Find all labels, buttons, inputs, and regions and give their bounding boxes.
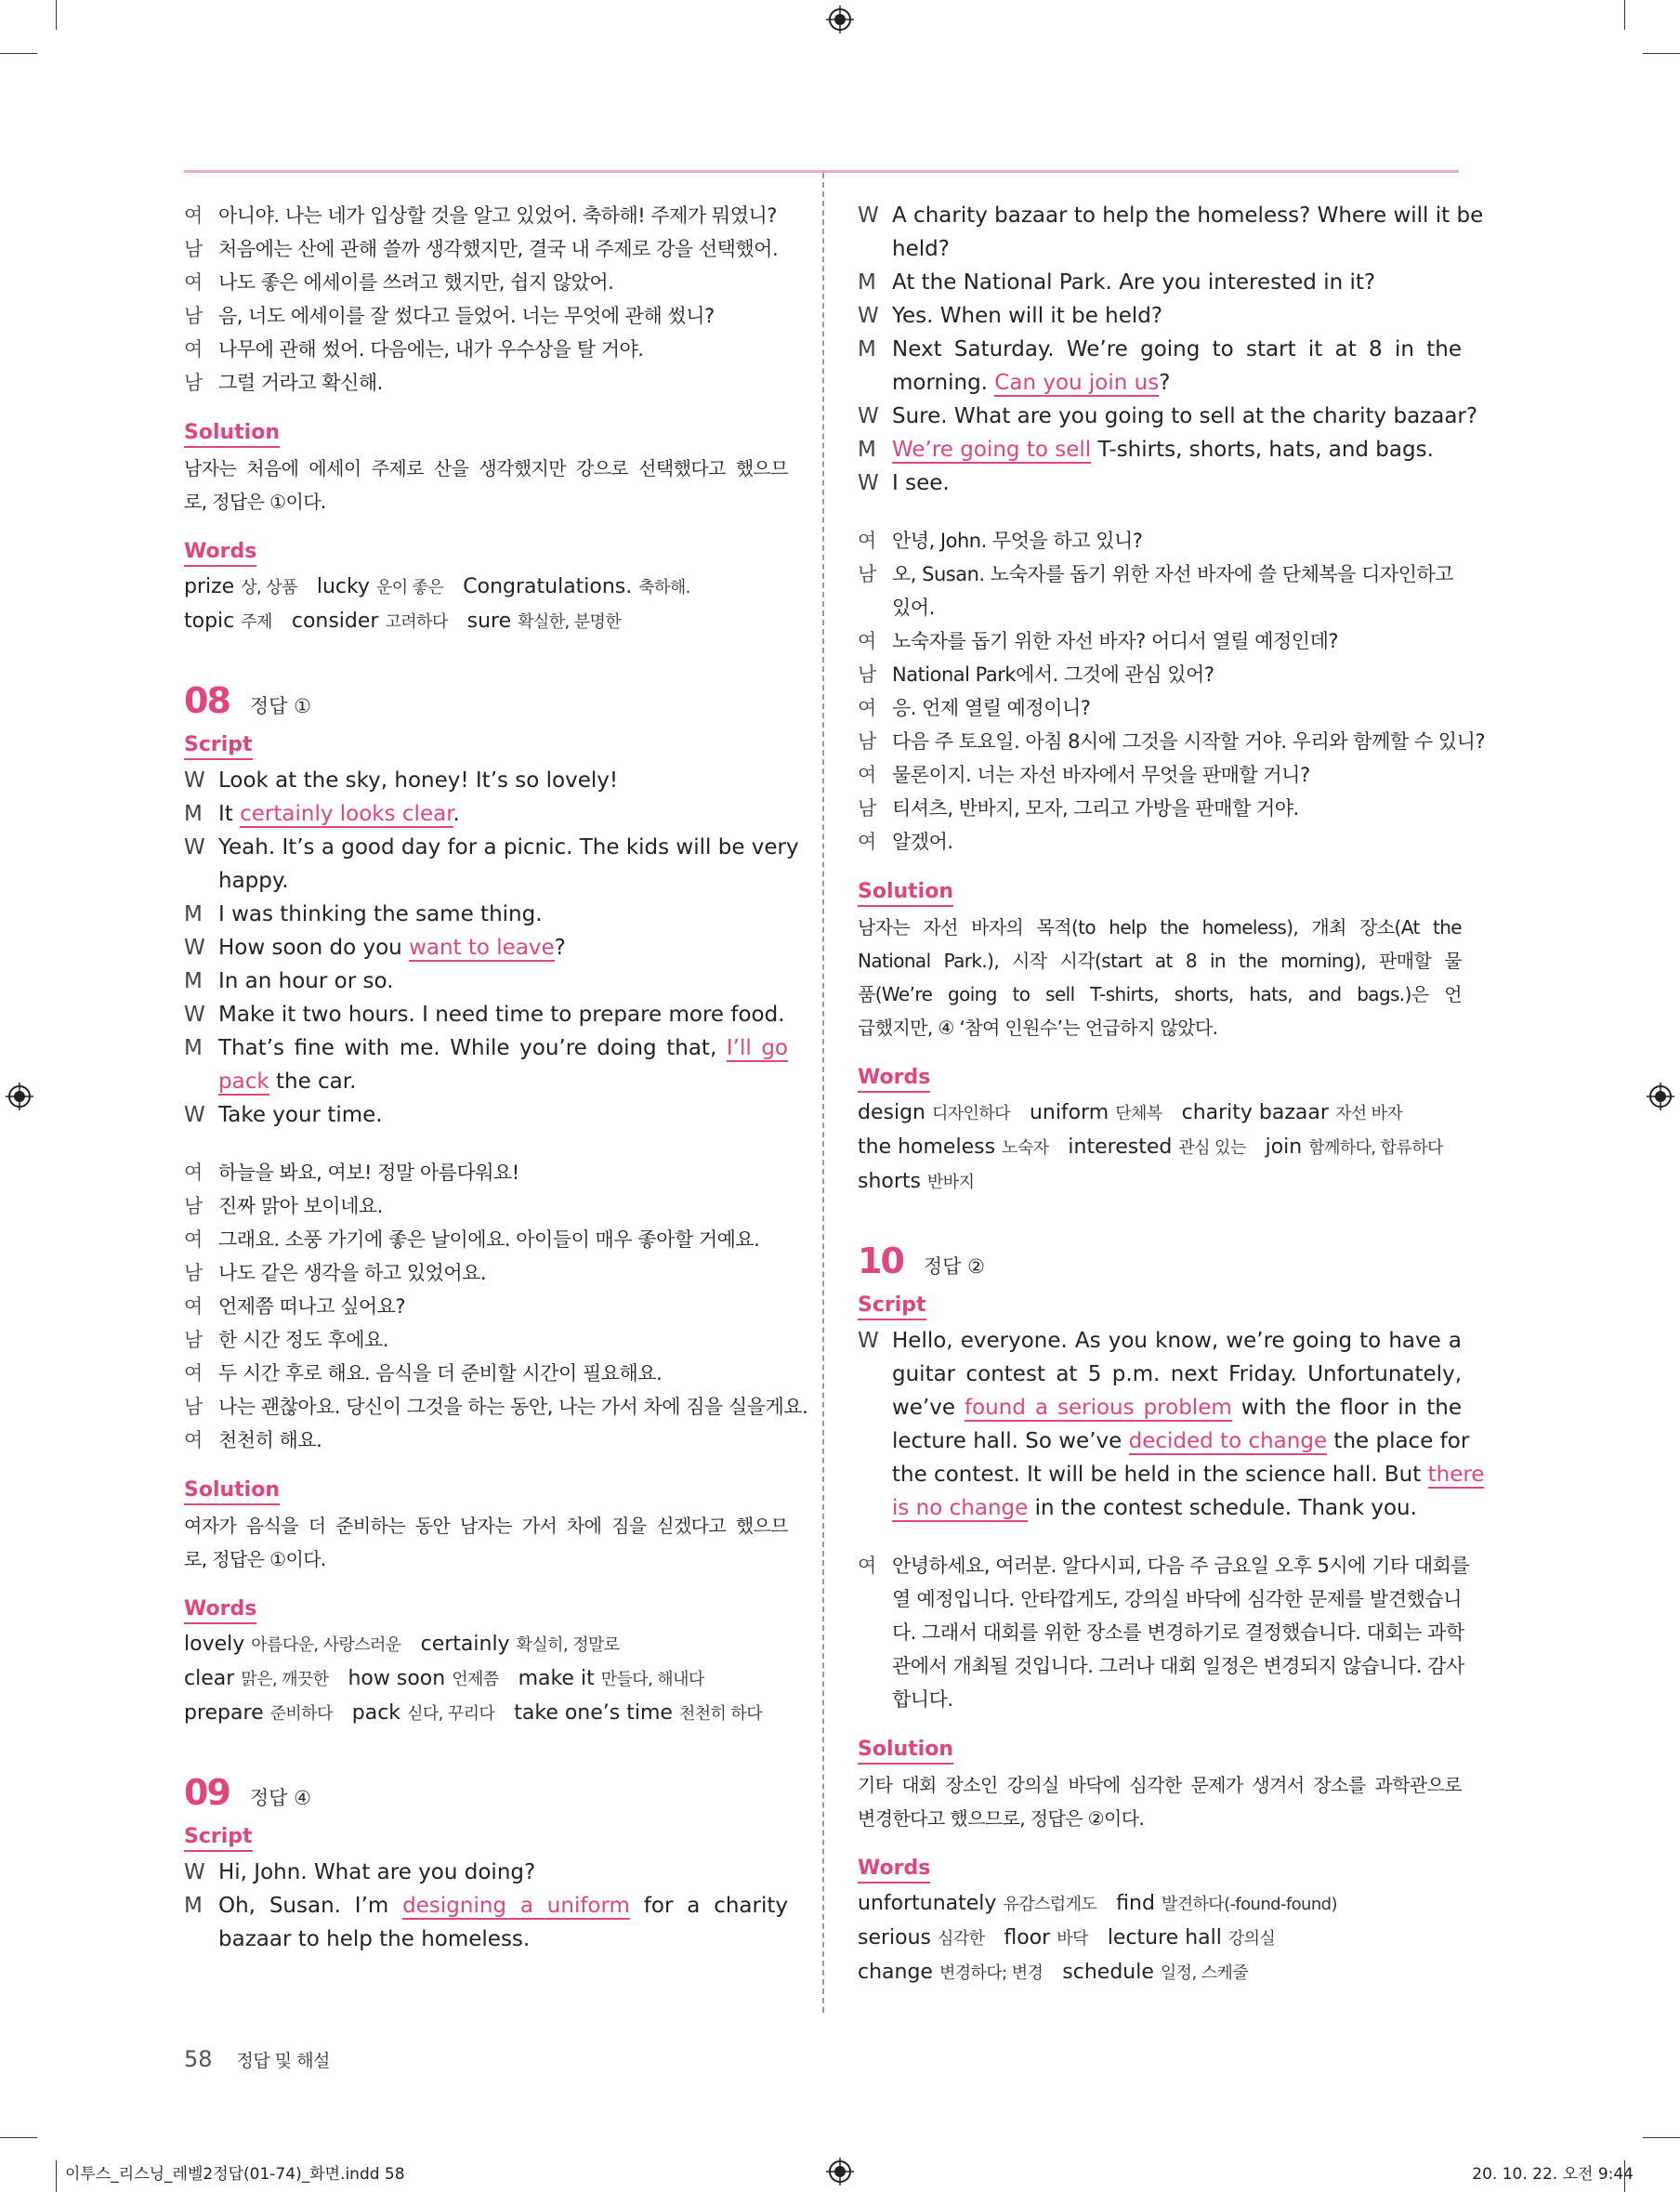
script-line: W Take your time. bbox=[184, 1103, 383, 1127]
dialogue-translation-10 bbox=[858, 1549, 1470, 1716]
words-row bbox=[858, 1922, 1462, 1956]
words-row bbox=[184, 571, 788, 605]
word-entry: Congratulations. 축하해. bbox=[463, 575, 690, 598]
script-line: W Yes. When will it be held? bbox=[858, 304, 1163, 328]
crop-mark bbox=[56, 2160, 57, 2192]
dialogue-line: 남 나는 괜찮아요. 당신이 그것을 하는 동안, 나는 가서 차에 짐을 실을게요. bbox=[184, 1396, 808, 1418]
crop-mark bbox=[0, 53, 37, 54]
dialogue-line: 여 두 시간 후로 해요. 음식을 더 준비할 시간이 필요해요. bbox=[184, 1362, 663, 1385]
word-entry: lovely 아름다운, 사랑스러운 bbox=[184, 1633, 401, 1656]
word-entry: uniform 단체복 bbox=[1029, 1101, 1162, 1124]
question-heading bbox=[184, 680, 788, 721]
dialogue-line: 남 오, Susan. 노숙자를 돕기 위한 자선 바자에 쓸 단체복을 디자인하고 bbox=[858, 563, 1454, 585]
dialogue-line: 남 처음에는 산에 관해 쓸까 생각했지만, 결국 내 주제로 강을 선택했어. bbox=[184, 238, 779, 260]
word-entry: lucky 운이 좋은 bbox=[316, 575, 444, 598]
words-label: Words bbox=[184, 539, 256, 567]
highlighted-phrase: found a serious problem bbox=[965, 1396, 1232, 1420]
dialogue-line: 여 천천히 해요. bbox=[184, 1429, 322, 1451]
word-entry: make it 만들다, 해내다 bbox=[518, 1667, 704, 1690]
word-entry: pack 싣다, 꾸리다 bbox=[351, 1701, 495, 1725]
word-entry: prepare 준비하다 bbox=[184, 1701, 333, 1725]
word-entry: schedule 일정, 스케줄 bbox=[1062, 1961, 1249, 1984]
script-line: M At the National Park. Are you interested in it? bbox=[858, 270, 1376, 295]
script-line: pack the car. bbox=[218, 1070, 357, 1094]
script-label: Script bbox=[184, 1824, 253, 1852]
script-line: lecture hall. So we’ve decided to change the place for bbox=[892, 1429, 1470, 1453]
dialogue-line: 남 한 시간 정도 후에요. bbox=[184, 1329, 388, 1351]
words-label: Words bbox=[858, 1856, 930, 1884]
word-entry: find 발견하다(-found-found) bbox=[1116, 1892, 1337, 1915]
dialogue-line: 여 노숙자를 돕기 위한 자선 바자? 어디서 열릴 예정인데? bbox=[858, 630, 1339, 652]
page-title: 정답 및 해설 bbox=[236, 2051, 330, 2071]
script-line: W Sure. What are you going to sell at the charity bazaar? bbox=[858, 404, 1478, 428]
script-line: happy. bbox=[218, 869, 289, 893]
dialogue-translation-07 bbox=[184, 199, 788, 400]
dialogue-line: 여 응. 언제 열릴 예정이니? bbox=[858, 697, 1091, 719]
word-entry: change 변경하다; 변경 bbox=[858, 1961, 1043, 1984]
dialogue-line: 관에서 개최될 것입니다. 그러나 대회 일정은 변경되지 않습니다. 감사 bbox=[892, 1655, 1464, 1677]
script-line: M It certainly looks clear. bbox=[184, 802, 460, 826]
word-entry: take one’s time 천천히 하다 bbox=[514, 1701, 762, 1725]
dialogue-translation-09 bbox=[858, 524, 1486, 859]
words-row bbox=[184, 605, 788, 639]
script-line: bazaar to help the homeless. bbox=[218, 1927, 531, 1951]
solution-text: 여자가 음식을 더 준비하는 동안 남자는 가서 차에 짐을 싣겠다고 했으므 bbox=[184, 1515, 788, 1537]
word-entry: interested 관심 있는 bbox=[1068, 1135, 1246, 1159]
script-line: M Next Saturday. We’re going to start it at 8 in the bbox=[858, 337, 1462, 361]
script-line: W A charity bazaar to help the homeless? Where will it be bbox=[858, 203, 1484, 228]
script-line: guitar contest at 5 p.m. next Friday. Unfortunately, bbox=[892, 1362, 1462, 1386]
words-row bbox=[184, 1697, 788, 1731]
column-divider bbox=[822, 173, 824, 2013]
solution-text: National Park.), 시작 시각(start at 8 in the morning), 판매할 물 bbox=[858, 950, 1462, 972]
words-label: Words bbox=[184, 1596, 256, 1624]
page-number: 58 bbox=[184, 2046, 213, 2072]
script-line: M Oh, Susan. I’m designing a uniform for a charity bbox=[184, 1894, 788, 1918]
script-line: W I see. bbox=[858, 471, 950, 495]
word-entry: sure 확실한, 분명한 bbox=[466, 610, 622, 633]
script-line: is no change in the contest schedule. Thank you. bbox=[892, 1496, 1417, 1520]
words-row bbox=[184, 1662, 788, 1697]
word-entry: charity bazaar 자선 바자 bbox=[1181, 1101, 1403, 1124]
script-line: W Look at the sky, honey! It’s so lovely! bbox=[184, 768, 619, 793]
highlighted-phrase: pack bbox=[218, 1070, 269, 1094]
word-entry: consider 고려하다 bbox=[291, 610, 448, 633]
registration-mark-icon bbox=[6, 1083, 33, 1110]
solution-text: 로, 정답은 ①이다. bbox=[184, 491, 326, 513]
highlighted-phrase: there bbox=[1427, 1463, 1485, 1487]
dialogue-line: 여 그래요. 소풍 가기에 좋은 날이에요. 아이들이 매우 좋아할 거예요. bbox=[184, 1228, 760, 1251]
highlighted-phrase: I’ll go bbox=[726, 1036, 789, 1060]
answer-label: 정답 ① bbox=[249, 695, 311, 717]
registration-mark-icon bbox=[826, 2158, 854, 2185]
answer-label: 정답 ④ bbox=[249, 1787, 311, 1809]
highlighted-phrase: want to leave bbox=[409, 936, 555, 960]
registration-mark-icon bbox=[826, 6, 854, 33]
solution-text: 기타 대회 장소인 강의실 바닥에 심각한 문제가 생겨서 장소를 과학관으로 bbox=[858, 1774, 1462, 1796]
word-entry: how soon 언제쯤 bbox=[348, 1667, 499, 1690]
dialogue-line: 남 음, 너도 에세이를 잘 썼다고 들었어. 너는 무엇에 관해 썼니? bbox=[184, 305, 715, 327]
dialogue-line: 남 National Park에서. 그것에 관심 있어? bbox=[858, 663, 1214, 686]
script-line: W How soon do you want to leave? bbox=[184, 936, 566, 960]
word-entry: floor 바닥 bbox=[1004, 1926, 1088, 1949]
word-entry: prize 상, 상품 bbox=[184, 575, 297, 598]
words-label: Words bbox=[858, 1065, 930, 1093]
question-number: 09 bbox=[184, 1772, 230, 1813]
word-entry: join 함께하다, 합류하다 bbox=[1265, 1135, 1443, 1159]
highlighted-phrase: certainly looks clear bbox=[240, 802, 453, 826]
dialogue-line: 남 진짜 맑아 보이네요. bbox=[184, 1195, 383, 1217]
print-slug-datetime: 20. 10. 22. 오전 9:44 bbox=[1472, 2165, 1634, 2184]
word-entry: certainly 확실히, 정말로 bbox=[420, 1633, 620, 1656]
crop-mark bbox=[1643, 2137, 1680, 2138]
script-line: W Hello, everyone. As you know, we’re going to have a bbox=[858, 1329, 1462, 1353]
word-entry: unfortunately 유감스럽게도 bbox=[858, 1892, 1097, 1915]
solution-text: 로, 정답은 ①이다. bbox=[184, 1548, 326, 1570]
crop-mark bbox=[0, 2137, 37, 2138]
word-entry: topic 주제 bbox=[184, 610, 272, 633]
script-line: W Hi, John. What are you doing? bbox=[184, 1860, 536, 1884]
script-label: Script bbox=[184, 732, 253, 760]
dialogue-line: 여 아니야. 나는 네가 입상할 것을 알고 있었어. 축하해! 주제가 뭐였니? bbox=[184, 204, 777, 227]
solution-text: 남자는 자선 바자의 목적(to help the homeless), 개최 장소(At the bbox=[858, 916, 1462, 938]
words-row bbox=[858, 1096, 1462, 1131]
words-row bbox=[858, 1131, 1462, 1165]
dialogue-line: 여 물론이지. 너는 자선 바자에서 무엇을 판매할 거니? bbox=[858, 764, 1310, 786]
script-line: M That’s fine with me. While you’re doing that, I’ll go bbox=[184, 1036, 789, 1060]
answer-label: 정답 ② bbox=[923, 1255, 985, 1278]
dialogue-line: 있어. bbox=[892, 597, 935, 619]
solution-text: 품(We’re going to sell T-shirts, shorts, hats, and bags.)은 언 bbox=[858, 983, 1462, 1005]
highlighted-phrase: designing a uniform bbox=[402, 1894, 630, 1918]
word-entry: design 디자인하다 bbox=[858, 1101, 1010, 1124]
script-line: M I was thinking the same thing. bbox=[184, 902, 543, 926]
highlighted-phrase: We’re going to sell bbox=[892, 438, 1092, 462]
dialogue-line: 여 하늘을 봐요, 여보! 정말 아름다워요! bbox=[184, 1162, 519, 1184]
script-line: M We’re going to sell T-shirts, shorts, hats, and bags. bbox=[858, 438, 1434, 462]
words-row bbox=[858, 1887, 1462, 1922]
word-entry: clear 맑은, 깨끗한 bbox=[184, 1667, 329, 1690]
script-line: W Yeah. It’s a good day for a picnic. The kids will be very bbox=[184, 835, 799, 860]
word-entry: shorts 반바지 bbox=[858, 1170, 975, 1193]
words-row bbox=[858, 1956, 1462, 1990]
word-entry: serious 심각한 bbox=[858, 1926, 985, 1949]
highlighted-phrase: decided to change bbox=[1128, 1429, 1328, 1453]
question-number: 08 bbox=[184, 680, 230, 721]
dialogue-line: 여 언제쯤 떠나고 싶어요? bbox=[184, 1295, 406, 1318]
word-entry: lecture hall 강의실 bbox=[1107, 1926, 1276, 1949]
script-label: Script bbox=[858, 1293, 926, 1320]
question-heading bbox=[858, 1240, 1462, 1281]
solution-label: Solution bbox=[858, 1737, 953, 1765]
script-line: held? bbox=[892, 237, 950, 261]
highlighted-phrase: Can you join us bbox=[994, 371, 1160, 395]
crop-mark bbox=[1643, 53, 1680, 54]
dialogue-line: 남 티셔츠, 반바지, 모자, 그리고 가방을 판매할 거야. bbox=[858, 797, 1299, 820]
crop-mark bbox=[1624, 0, 1625, 30]
script-line: W Make it two hours. I need time to prepare more food. bbox=[184, 1003, 785, 1027]
solution-label: Solution bbox=[184, 420, 280, 448]
script-line: the contest. It will be held in the science hall. But there bbox=[892, 1463, 1485, 1487]
script-line: M In an hour or so. bbox=[184, 969, 394, 993]
dialogue-line: 여 알겠어. bbox=[858, 831, 953, 853]
solution-text: 변경한다고 했으므로, 정답은 ②이다. bbox=[858, 1807, 1145, 1830]
dialogue-line: 합니다. bbox=[892, 1688, 953, 1711]
dialogue-line: 열 예정입니다. 안타깝게도, 강의실 바닥에 심각한 문제를 발견했습니 bbox=[892, 1588, 1462, 1610]
dialogue-line: 여 안녕, John. 무엇을 하고 있니? bbox=[858, 530, 1143, 552]
highlighted-phrase: is no change bbox=[892, 1496, 1029, 1520]
dialogue-translation-08 bbox=[184, 1156, 808, 1457]
dialogue-line: 다. 그래서 대회를 위한 장소를 변경하기로 결정했습니다. 대회는 과학 bbox=[892, 1621, 1464, 1644]
script-line: we’ve found a serious problem with the floor in the bbox=[892, 1396, 1462, 1420]
dialogue-line: 남 다음 주 토요일. 아침 8시에 그것을 시작할 거야. 우리와 함께할 수 있니? bbox=[858, 730, 1486, 753]
script-line: morning. Can you join us? bbox=[892, 371, 1171, 395]
solution-text: 급했지만, ④ ‘참여 인원수’는 언급하지 않았다. bbox=[858, 1017, 1218, 1039]
question-number: 10 bbox=[858, 1240, 903, 1281]
crop-mark bbox=[56, 0, 57, 30]
dialogue-line: 여 안녕하세요, 여러분. 알다시피, 다음 주 금요일 오후 5시에 기타 대회를 bbox=[858, 1555, 1470, 1577]
words-row bbox=[858, 1165, 1462, 1200]
left-column bbox=[184, 199, 808, 1956]
dialogue-line: 여 나도 좋은 에세이를 쓰려고 했지만, 쉽지 않았어. bbox=[184, 271, 614, 294]
question-heading bbox=[184, 1772, 788, 1813]
word-entry: the homeless 노숙자 bbox=[858, 1135, 1049, 1159]
dialogue-line: 남 나도 같은 생각을 하고 있었어요. bbox=[184, 1262, 487, 1284]
right-column bbox=[858, 199, 1486, 1990]
solution-label: Solution bbox=[858, 879, 953, 907]
solution-text: 남자는 처음에 에세이 주제로 산을 생각했지만 강으로 선택했다고 했으므 bbox=[184, 457, 788, 479]
words-row bbox=[184, 1628, 788, 1662]
page-footer bbox=[184, 2046, 330, 2072]
solution-label: Solution bbox=[184, 1477, 280, 1505]
header-rule bbox=[184, 170, 1459, 173]
dialogue-line: 여 나무에 관해 썼어. 다음에는, 내가 우수상을 탈 거야. bbox=[184, 338, 644, 361]
registration-mark-icon bbox=[1647, 1083, 1674, 1110]
print-slug-filename: 이투스_리스닝_레벨2정답(01-74)_화면.indd 58 bbox=[65, 2165, 405, 2184]
dialogue-line: 남 그럴 거라고 확신해. bbox=[184, 372, 383, 394]
